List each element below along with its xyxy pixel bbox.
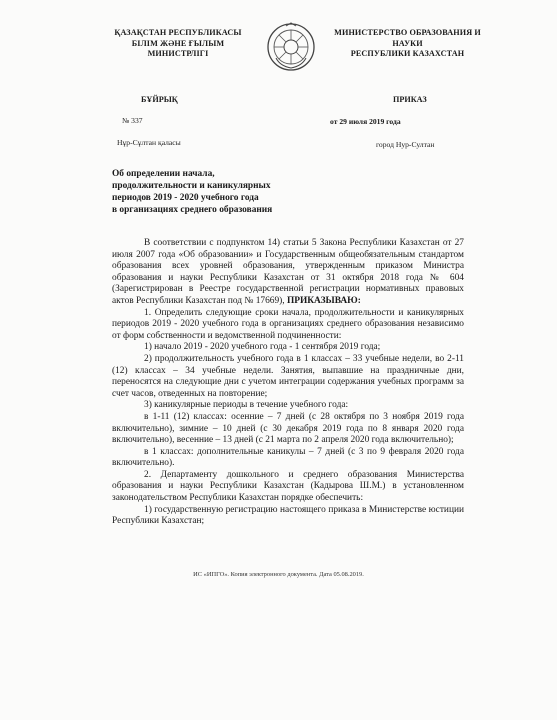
paragraph-item-2: 2. Департаменту дошкольного и среднего образования Министерства образования и науки Республики Казахстан (Кадырова Ш.М.) в установленном законодательством Республики Казахстан порядке обеспечить: — [112, 469, 464, 504]
paragraph-item-2-1: 1) государственную регистрацию настоящего приказа в Министерстве юстиции Республики Казахстан; — [112, 504, 464, 527]
paragraph-subitem-2: 2) продолжительность учебного года в 1 классах – 33 учебные недели, во 2-11 (12) классах – 34 учебные недели. Занятия, выпавшие на праздничные дни, переносятся на следующие дни с учетом интеграции содержания учебных программ за счет часов, отведенных на повторение; — [112, 353, 464, 399]
footer-note: ИС «ИПГО». Копия электронного документа. Дата 05.08.2019. — [193, 571, 364, 578]
order-keyword: ПРИКАЗЫВАЮ: — [286, 295, 361, 306]
header-right-ru — [330, 28, 485, 60]
header-left-line-3: МИНИСТРЛІГІ — [147, 49, 209, 58]
header-left-line-1: ҚАЗАҚСТАН РЕСПУБЛИКАСЫ — [114, 28, 242, 37]
header-left-kz — [108, 28, 248, 60]
title-line-4: в организациях среднего образования — [112, 205, 273, 215]
title-line-2: продолжительности и каникулярных — [112, 181, 271, 191]
document-body — [112, 238, 464, 528]
preamble-text: В соответствии с подпунктом 14) статьи 5 Закона Республики Казахстан от 27 июля 2007 года «Об образовании» и Государственным общеобязательным стандартом образования всех уровней образования, утвержденным приказом Министра образования и науки Республики Казахстан от 31 октября 2018 года № 604 (Зарегистрирован в Реестре государственной регистрации нормативных правовых актов Республики Казахстан под № 17669), — [112, 238, 464, 306]
header-left-line-2: БІЛІМ ЖӘНЕ ҒЫЛЫМ — [131, 38, 225, 48]
order-type-kz: БҰЙРЫҚ — [141, 95, 178, 104]
city-kz: Нұр-Сұлтан қаласы — [117, 138, 181, 147]
paragraph-preamble — [112, 238, 464, 308]
header-right-line-1: МИНИСТЕРСТВО ОБРАЗОВАНИЯ И — [334, 28, 481, 37]
order-date: от 29 июля 2019 года — [330, 117, 401, 126]
kazakhstan-emblem-icon — [266, 22, 316, 72]
city-ru: город Нур-Султан — [376, 140, 435, 149]
header-right-line-2: НАУКИ — [392, 38, 423, 48]
document-title — [112, 168, 332, 216]
paragraph-holidays-1: в 1 классах: дополнительные каникулы – 7 дней (с 3 по 9 февраля 2020 года включительно). — [112, 446, 464, 469]
order-type-ru: ПРИКАЗ — [393, 95, 427, 104]
paragraph-holidays-1-11: в 1-11 (12) классах: осенние – 7 дней (с 28 октября по 3 ноября 2019 года включительно), зимние – 10 дней (с 30 декабря 2019 года по 8 января 2020 года включительно), весенние – 13 дней (с 21 марта по 2 апреля 2020 года включительно); — [112, 411, 464, 446]
paragraph-item-1: 1. Определить следующие сроки начала, продолжительности и каникулярных периодов 2019 - 2020 учебного года в организациях среднего образования независимо от форм собственности и ведомственной подчиненности: — [112, 307, 464, 341]
title-line-1: Об определении начала, — [112, 169, 215, 179]
order-number: № 337 — [122, 116, 143, 125]
paragraph-subitem-3: 3) каникулярные периоды в течение учебного года: — [144, 400, 349, 411]
paragraph-subitem-1: 1) начало 2019 - 2020 учебного года - 1 сентября 2019 года; — [144, 342, 381, 353]
title-line-3: периодов 2019 - 2020 учебного года — [112, 193, 259, 203]
header-right-line-3: РЕСПУБЛИКИ КАЗАХСТАН — [350, 49, 465, 58]
